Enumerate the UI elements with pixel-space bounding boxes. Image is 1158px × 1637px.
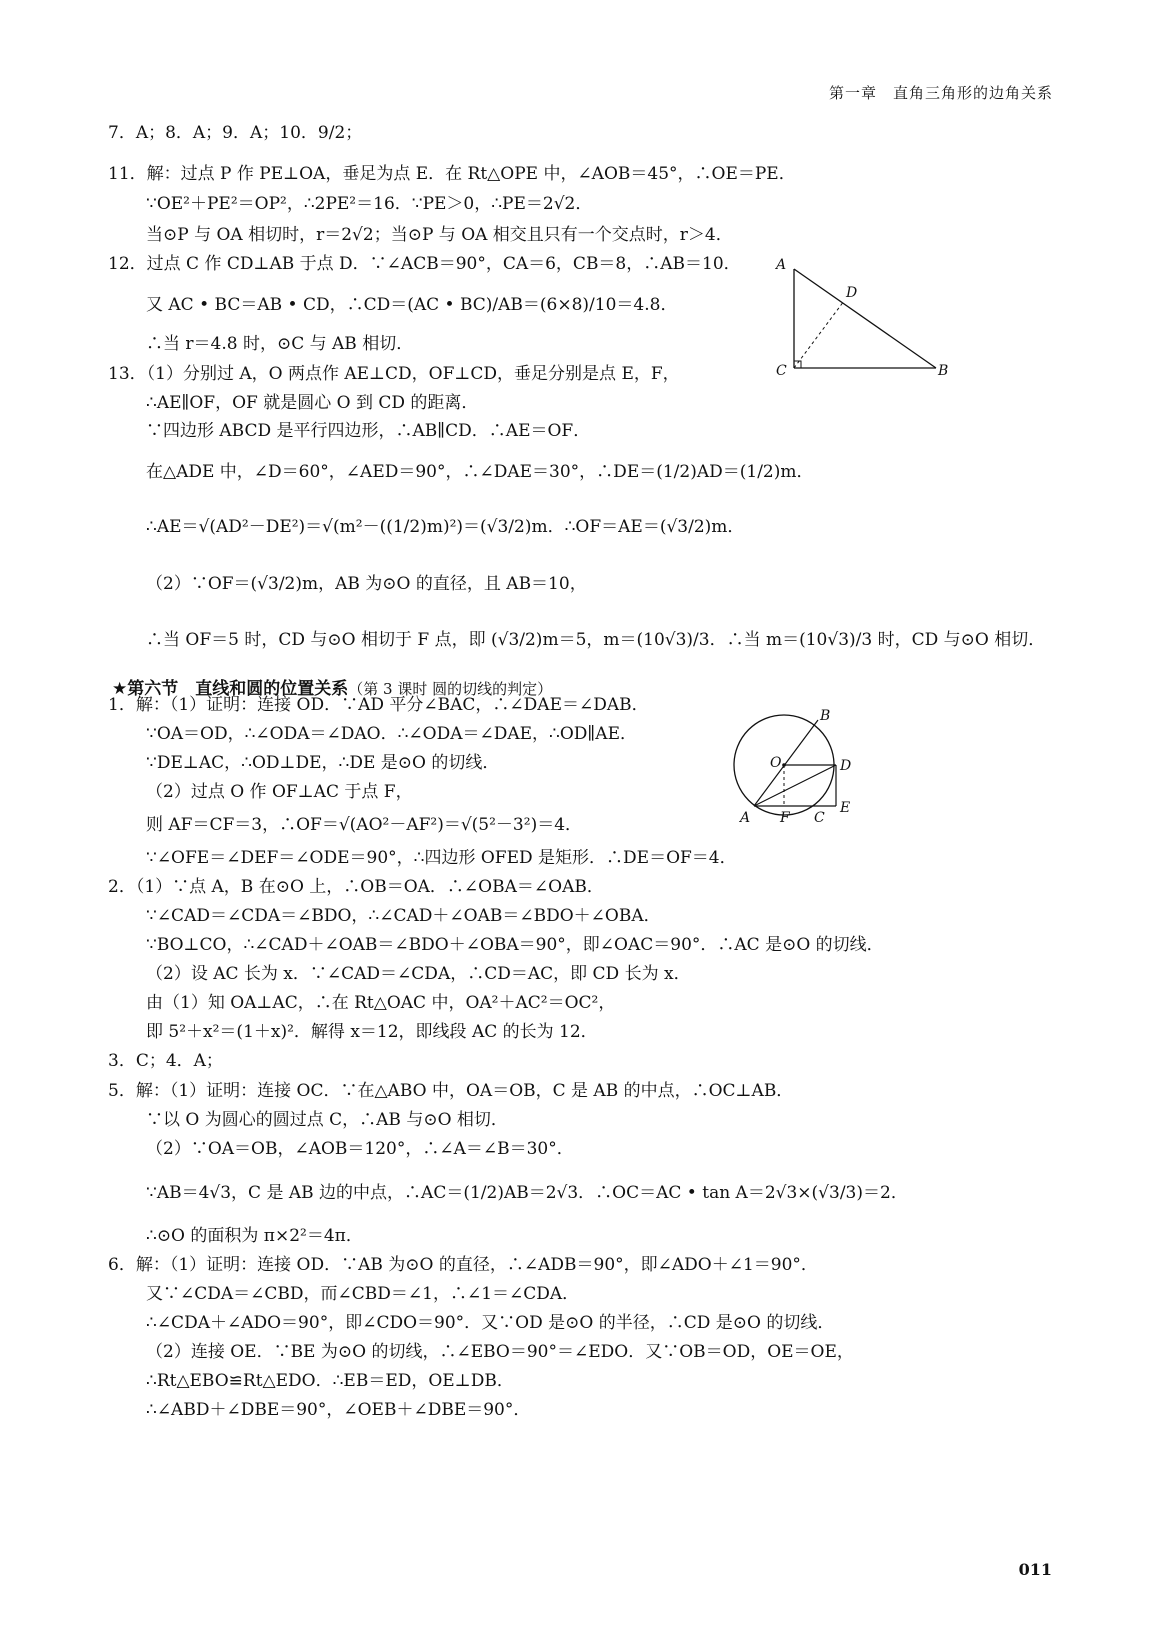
text-line: ∵四边形 ABCD 是平行四边形，∴AB∥CD．∴AE＝OF． — [146, 421, 591, 441]
text-line: 又 AC • BC＝AB • CD，∴CD＝(AC • BC)/AB＝(6×8)/10＝4.8． — [146, 295, 678, 315]
text-line: ∵DE⊥AC，∴OD⊥DE，∴DE 是⊙O 的切线． — [146, 753, 500, 773]
page-number: 011 — [1018, 1560, 1052, 1579]
text-line: ∴当 OF＝5 时，CD 与⊙O 相切于 F 点，即 (√3/2)m＝5，m＝(10√3)/3．∴当 m＝(10√3)/3 时，CD 与⊙O 相切． — [146, 630, 1046, 650]
text-line: ∴∠ABD＋∠DBE＝90°，∠OEB＋∠DBE＝90°． — [146, 1400, 531, 1420]
text-line: ∵以 O 为圆心的圆过点 C，∴AB 与⊙O 相切． — [146, 1110, 508, 1130]
text-line: 6．解：（1）证明：连接 OD．∵AB 为⊙O 的直径，∴∠ADB＝90°，即∠ADO＋∠1＝90°． — [108, 1255, 818, 1275]
label-e: E — [840, 800, 851, 816]
text-line: 5．解：（1）证明：连接 OC．∵在△ABO 中，OA＝OB，C 是 AB 的中点，∴OC⊥AB． — [108, 1081, 794, 1101]
text-line: 则 AF＝CF＝3，∴OF＝√(AO²－AF²)＝√(5²－3²)＝4． — [146, 815, 583, 835]
segment-ab — [754, 720, 818, 806]
label-a: A — [740, 810, 751, 826]
text-line: ∵OE²＋PE²＝OP²，∴2PE²＝16．∵PE＞0，∴PE＝2√2． — [146, 194, 593, 214]
text-line: 11．解：过点 P 作 PE⊥OA，垂足为点 E．在 Rt△OPE 中，∠AOB＝45°，∴OE＝PE． — [108, 164, 796, 184]
text-line: ∴当 r＝4.8 时，⊙C 与 AB 相切． — [146, 334, 414, 354]
circle-figure — [730, 700, 870, 830]
label-f: F — [780, 810, 790, 826]
text-line: 当⊙P 与 OA 相切时，r＝2√2；当⊙P 与 OA 相交且只有一个交点时，r＞4． — [146, 225, 733, 245]
text-line: 1．解：（1）证明：连接 OD．∵AD 平分∠BAC，∴∠DAE＝∠DAB． — [108, 695, 649, 715]
section-subtitle: （第 3 课时 圆的切线的判定） — [348, 680, 553, 698]
label-d: D — [846, 285, 858, 301]
text-line: 2．（1）∵点 A，B 在⊙O 上，∴OB＝OA．∴∠OBA＝∠OAB． — [108, 877, 604, 897]
text-line: ∴Rt△EBO≌Rt△EDO．∴EB＝ED，OE⊥DB． — [146, 1371, 514, 1391]
text-line: 12．过点 C 作 CD⊥AB 于点 D．∵∠ACB＝90°，CA＝6，CB＝8，∴AB＝10． — [108, 254, 741, 274]
text-line: ∵∠OFE＝∠DEF＝∠ODE＝90°，∴四边形 OFED 是矩形．∴DE＝OF＝4． — [146, 848, 737, 868]
label-o: O — [770, 755, 782, 771]
text-line: ∴∠CDA＋∠ADO＝90°，即∠CDO＝90°．又∵OD 是⊙O 的半径，∴CD 是⊙O 的切线． — [146, 1313, 835, 1333]
label-b: B — [820, 708, 831, 724]
text-line: （2）∵OA＝OB，∠AOB＝120°，∴∠A＝∠B＝30°． — [146, 1139, 574, 1159]
text-line: ∵AB＝4√3，C 是 AB 边的中点，∴AC＝(1/2)AB＝2√3．∴OC＝AC • tan A＝2√3×(√3/3)＝2． — [146, 1183, 908, 1203]
text-line: （2）连接 OE．∵BE 为⊙O 的切线，∴∠EBO＝90°＝∠EDO．又∵OB＝OD，OE＝OE， — [146, 1342, 854, 1362]
segment-ad — [754, 765, 836, 806]
text-line: （2）设 AC 长为 x．∵∠CAD＝∠CDA，∴CD＝AC，即 CD 长为 x． — [146, 964, 691, 984]
text-line: ∵BO⊥CO，∴∠CAD＋∠OAB＝∠BDO＋∠OBA＝90°，即∠OAC＝90°．∴AC 是⊙O 的切线． — [146, 935, 884, 955]
text-line: 即 5²＋x²＝(1＋x)²．解得 x＝12，即线段 AC 的长为 12． — [146, 1022, 598, 1042]
running-header: 第一章 直角三角形的边角关系 — [828, 84, 1053, 102]
section-title-text: ★第六节 直线和圆的位置关系 — [112, 679, 349, 699]
text-line: 在△ADE 中，∠D＝60°，∠AED＝90°，∴∠DAE＝30°，∴DE＝(1/2)AD＝(1/2)m． — [146, 462, 814, 482]
altitude-cd — [794, 301, 844, 368]
center-point-o — [782, 763, 786, 767]
text-line: （2）∵OF＝(√3/2)m，AB 为⊙O 的直径，且 AB＝10， — [146, 574, 587, 594]
text-line: ∵∠CAD＝∠CDA＝∠BDO，∴∠CAD＋∠OAB＝∠BDO＋∠OBA． — [146, 906, 661, 926]
text-line: 7．A；8．A；9．A；10．9/2； — [108, 123, 363, 143]
triangle-side-ab — [794, 269, 936, 368]
text-line: 13．（1）分别过 A，O 两点作 AE⊥CD，OF⊥CD，垂足分别是点 E，F， — [108, 364, 680, 384]
text-line: ∴AE∥OF，OF 就是圆心 O 到 CD 的距离． — [146, 393, 479, 413]
text-line: 由（1）知 OA⊥AC，∴在 Rt△OAC 中，OA²＋AC²＝OC²， — [146, 993, 616, 1013]
text-line: 又∵∠CDA＝∠CBD，而∠CBD＝∠1，∴∠1＝∠CDA． — [146, 1284, 580, 1304]
label-b: B — [938, 363, 949, 379]
label-c: C — [776, 363, 787, 379]
text-line: ∵OA＝OD，∴∠ODA＝∠DAO．∴∠ODA＝∠DAE，∴OD∥AE． — [146, 724, 637, 744]
text-line: ∴⊙O 的面积为 π×2²＝4π． — [146, 1226, 363, 1246]
text-line: ∴AE＝√(AD²－DE²)＝√(m²－((1/2)m)²)＝(√3/2)m．∴OF＝AE＝(√3/2)m． — [146, 517, 745, 537]
label-a: A — [776, 257, 787, 273]
triangle-figure — [770, 255, 960, 385]
label-d: D — [840, 758, 852, 774]
text-line: 3．C；4．A； — [108, 1051, 223, 1071]
text-line: （2）过点 O 作 OF⊥AC 于点 F， — [146, 782, 413, 802]
label-c: C — [814, 810, 825, 826]
